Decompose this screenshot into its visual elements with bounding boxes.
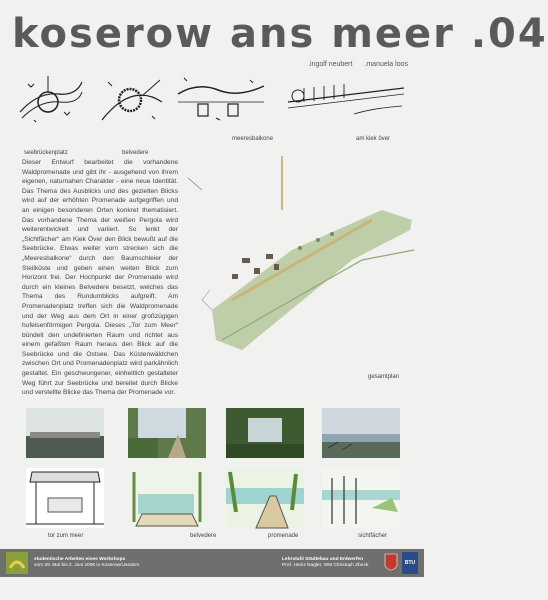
photo-sichtfaecher [322, 408, 400, 458]
footer-left-text [34, 557, 139, 569]
sketch-belvedere [102, 72, 162, 124]
footer-right-line2: Prof. Heinz Nagler, WM Christoph Zbeck [282, 563, 369, 568]
drawing-tor-zum-meer [26, 468, 104, 528]
page-title: koserow ans meer .04 [12, 11, 548, 57]
authors [298, 61, 408, 68]
footer-right-line1: Lehrstuhl Städtebau und Entwerfen [282, 557, 364, 562]
site-plan [182, 150, 414, 380]
drawing-belvedere [128, 468, 206, 528]
workshop-logo-icon [6, 552, 28, 574]
state-crest-icon [384, 552, 398, 574]
photo-tor-zum-meer [26, 408, 104, 458]
drawing-sichtfaecher [322, 468, 400, 528]
description-text [22, 158, 178, 398]
caption-seebrueckenplatz: seebrückenplatz [24, 150, 68, 156]
author-2: .manuela loos [364, 61, 408, 68]
photo-belvedere [128, 408, 206, 458]
caption-belvedere-sketch: belvedere [122, 150, 149, 156]
btu-logo [402, 552, 418, 574]
caption-tor-zum-meer: tor zum meer [48, 533, 84, 539]
description-paragraph: Dieser Entwurf bearbeitet die vorhandene Waldpromenade und gibt ihr - ausgehend von ihrem eigenen, naturnahen Charakter - eine neue Identität. Das Thema des Ausblicks und des gezielten Blicks wird auf der erhöhten Promenade aufgegriffen und an einigen besonderen Orten konkret thematisiert. Das vorhandene Thema der weißen Pergola wird weiterentwickelt und variiert. So lenkt der „Sichtfächer“ am Kiek Över den Blick bewußt auf die Seebrücke. Etwas weiter vorn strecken sich die „Meeresbalkone“ durch den Baumschleier der Steilküste und geben einen weiten Blick zum Horizont frei. Der Hochpunkt der Promenade wird durch ein kleines Belvedere besetzt, welches das Thema des Rundumblicks aufgreift. Am Promenadenplatz treffen sich die Waldpromenade und der Weg aus dem Ort in einer großzügigen hufeisenförmigen Pergola. Dieses „Tor zum Meer“ bündelt den undefinierten Raum und richtet aus einem gefaßten Raum heraus den Blick auf die Seebrücke und die Ostsee. Das Küstenwäldchen zwischen Ort und Promenadenplatz wird parkähnlich gestaltet. Ein geschwungener, einheitlich gestalteter Weg führt zur Seebrücke und bereitet durch Blicke und verstellte Blicke das Thema der Promenade vor. [22, 159, 178, 397]
photo-promenade [226, 408, 304, 458]
drawing-promenade [226, 468, 304, 528]
sketch-seebrueckenplatz [18, 72, 84, 124]
footer-left-line1: studentische Arbeiten eines Workshops [34, 557, 126, 562]
caption-sichtfaecher: sichtfächer [358, 533, 388, 539]
caption-gesamtplan: gesamtplan [368, 374, 400, 380]
btu-logo-text: BTU [404, 560, 416, 566]
sketch-meeresbalkone [178, 72, 264, 124]
footer-right-text [282, 557, 368, 569]
author-1: .ingolf neubert [308, 61, 353, 68]
sketch-am-kiek-oever [284, 72, 406, 124]
caption-belvedere: belvedere [190, 533, 217, 539]
caption-promenade: promenade [268, 533, 299, 539]
caption-am-kiek-oever: am kiek över [356, 136, 391, 142]
footer-left-line2: vom 28. Mai bis 2. Juni 2006 in Koserow/Usedom [34, 563, 140, 568]
footer-bar [0, 549, 424, 577]
caption-meeresbalkone: meeresbalkone [232, 136, 274, 142]
